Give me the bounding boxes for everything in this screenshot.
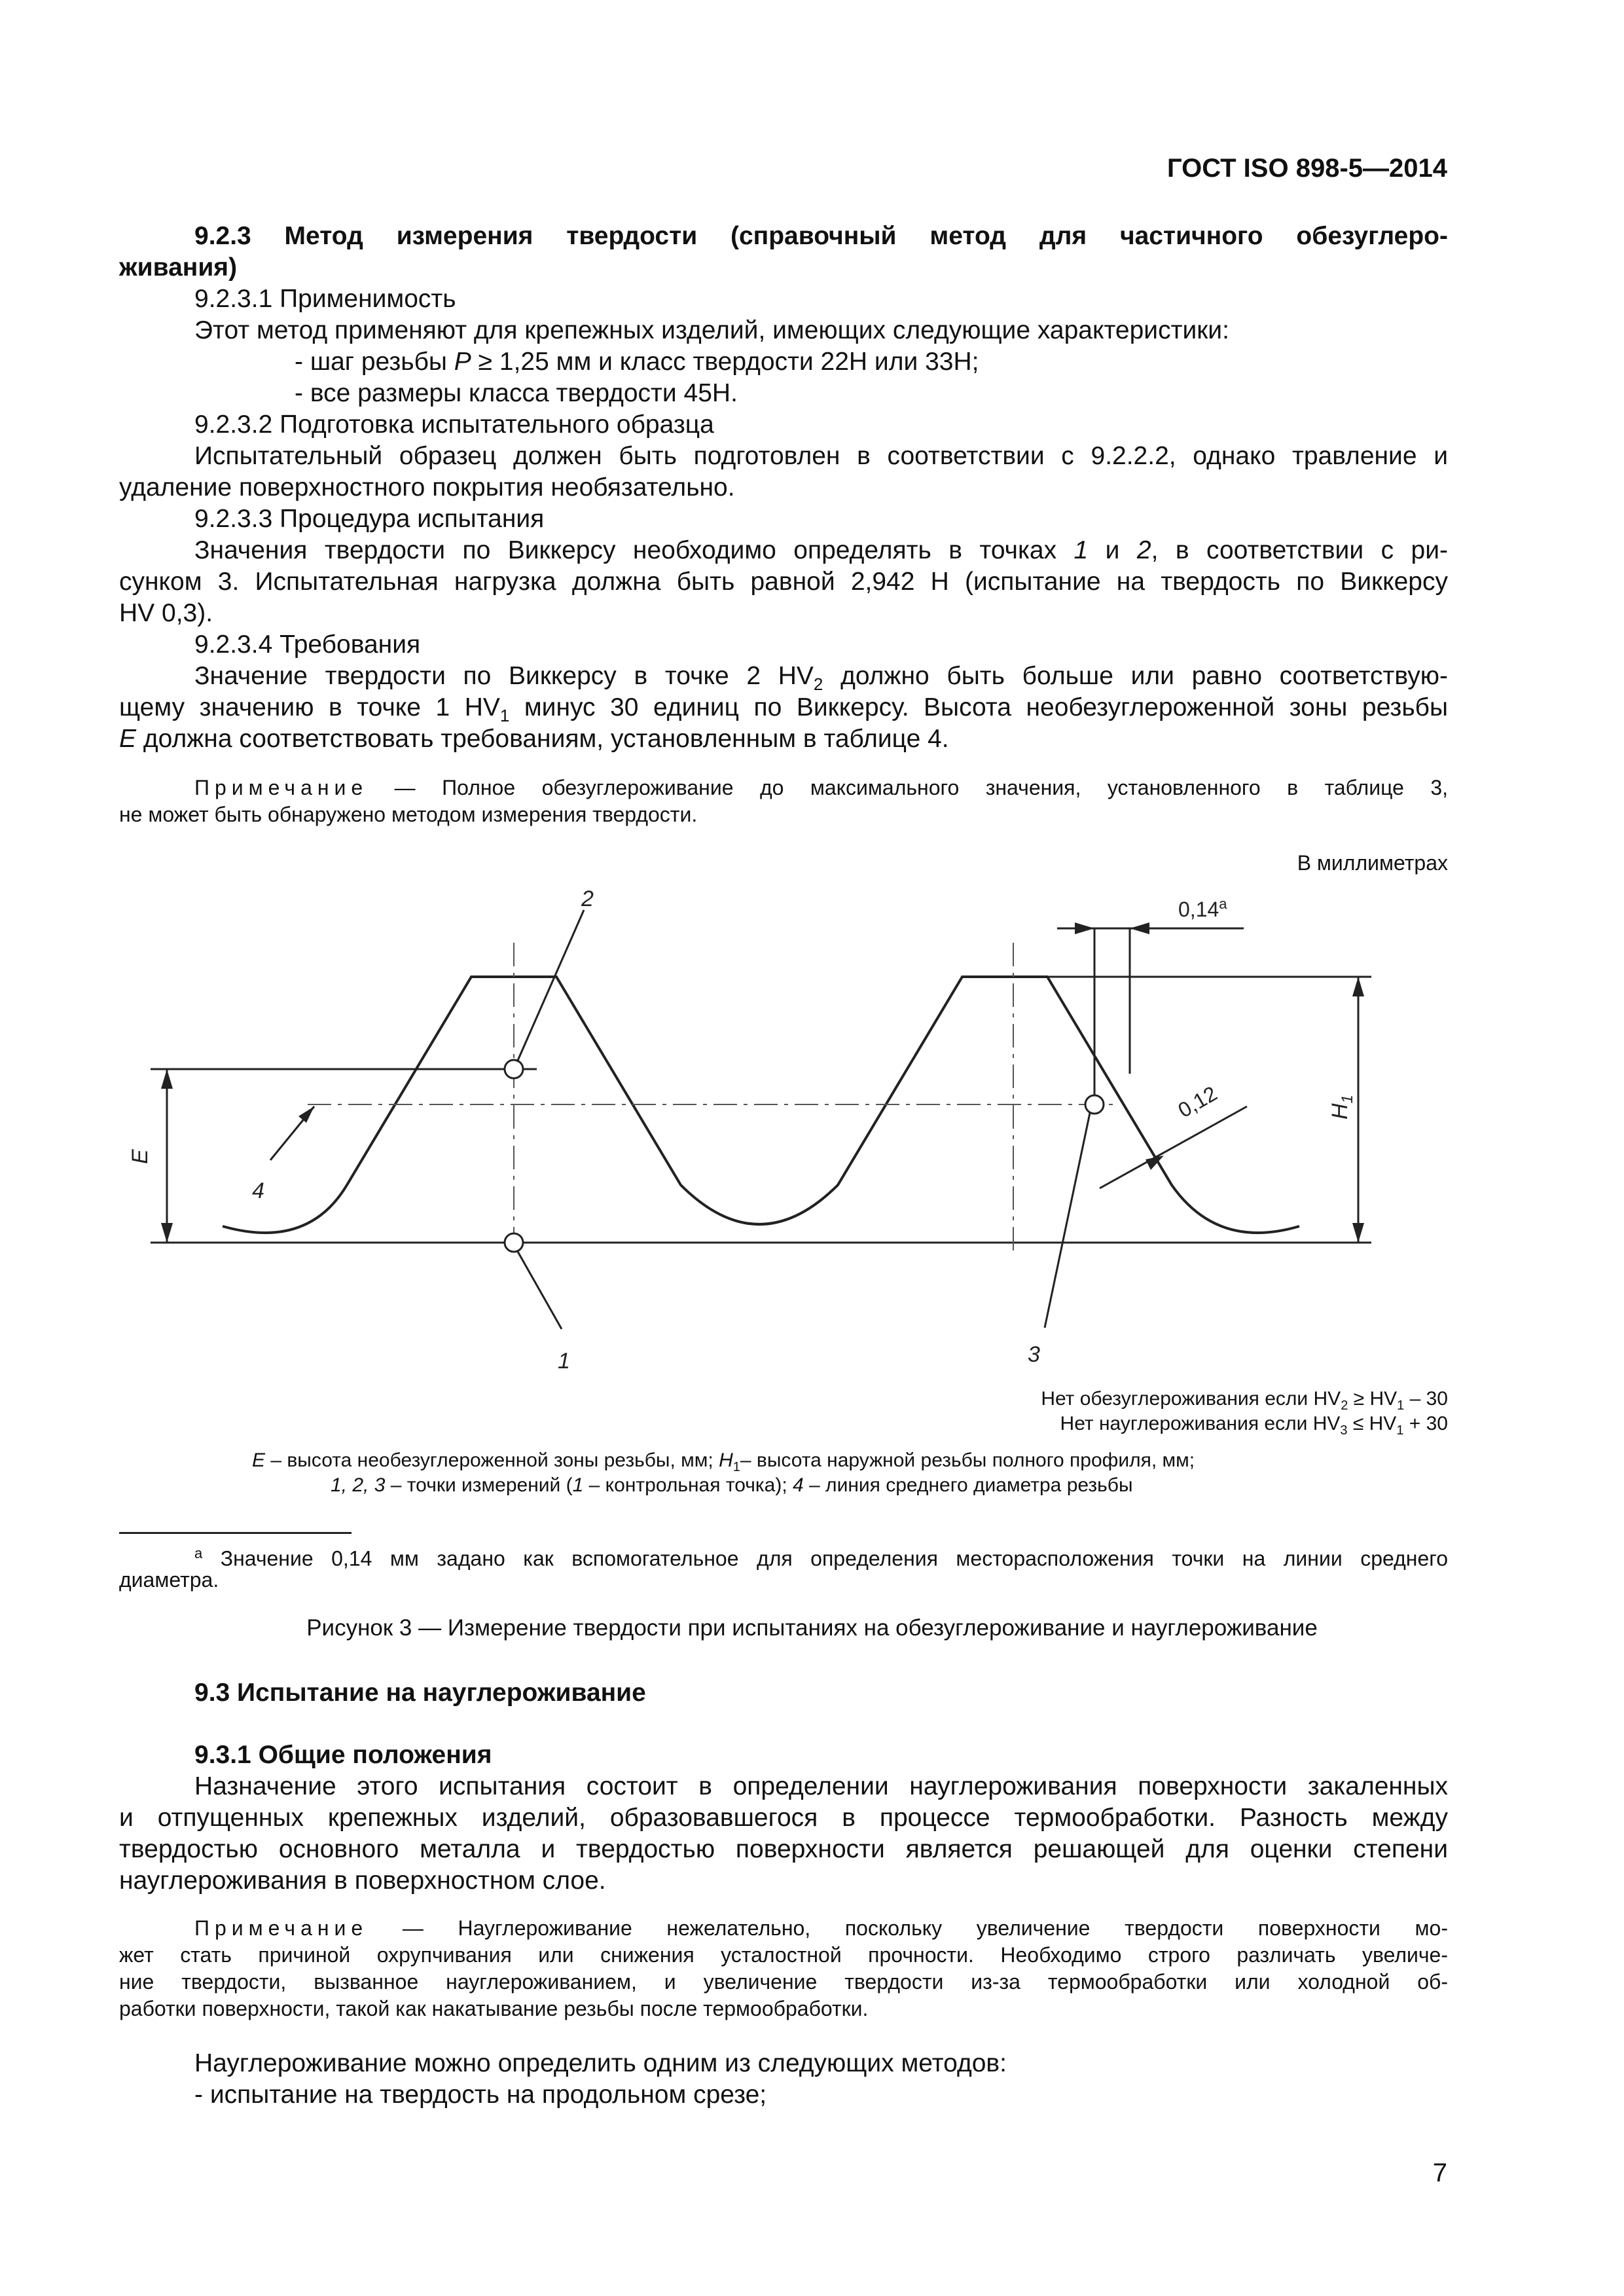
section-9-2-3-2-line2: удаление поверхностного покрытия необязательно. <box>119 473 735 501</box>
bullet-thread-pitch: - шаг резьбы P ≥ 1,25 мм и класс твердости 22H или 33H; <box>295 348 979 376</box>
measurement-point-3 <box>1085 1095 1104 1114</box>
section-9-2-3-4-line3: E должна соответствовать требованиям, установленным в таблице 4. <box>119 725 949 753</box>
section-9-2-3-2-title: 9.2.3.2 Подготовка испытательного образца <box>194 410 714 439</box>
section-9-2-3-title-line2: живания) <box>119 253 238 282</box>
section-9-2-3-1-title: 9.2.3.1 Применимость <box>194 285 456 313</box>
section-9-2-3-3-title: 9.2.3.3 Процедура испытания <box>194 505 545 533</box>
footnote-line1: $^a$ Значение 0,14 мм задано как вспомогательное для определения месторасположения точки на линии среднего <box>194 1545 1448 1571</box>
label-e: E <box>128 1149 153 1164</box>
section-9-3-1-line3: твердостью основного металла и твердостью поверхности является решающей для оценки степени <box>119 1835 1448 1863</box>
section-9-2-3-4-title: 9.2.3.4 Требования <box>194 630 421 659</box>
label-point-3: 3 <box>1028 1342 1040 1367</box>
method-longitudinal-section: - испытание на твердость на продольном срезе; <box>194 2081 767 2109</box>
note-carburization-line2: жет стать причиной охрупчивания или снижения усталостной прочности. Необходимо строго различать увеличе- <box>119 1943 1448 1967</box>
note-carburization-line4: работки поверхности, такой как накатывание резьбы после термообработки. <box>119 1997 869 2020</box>
measurement-point-1 <box>505 1233 523 1252</box>
section-9-2-3-3-line1: Значения твердости по Виккерсу необходимо определять в точках 1 и 2, в соответствии с ри- <box>194 536 1448 564</box>
label-dim-012: 0,12 <box>1174 1081 1221 1123</box>
condition-no-carburization: Нет науглероживания если $HV_3 \le HV_1 + 30$ <box>1060 1413 1448 1438</box>
measurement-point-2 <box>505 1060 523 1078</box>
section-9-2-3-3-line2: сунком 3. Испытательная нагрузка должна быть равной 2,942 H (испытание на твердость по Виккерсу <box>119 568 1448 596</box>
figure-units: В миллиметрах <box>1297 851 1448 875</box>
note-carburization-line1: Примечание — Науглероживание нежелательно, поскольку увеличение твердости поверхности мо- <box>194 1916 1448 1940</box>
methods-intro: Науглероживание можно определить одним из следующих методов: <box>194 2049 1007 2077</box>
figure-caption: Рисунок 3 — Измерение твердости при испытаниях на обезуглероживание и науглероживание <box>306 1615 1318 1641</box>
note-carburization-line3: ние твердости, вызванное науглероживанием, и увеличение твердости из-за термообработки или холодной об- <box>119 1970 1448 1994</box>
label-dim-014: 0,14$^a$ <box>1178 896 1227 921</box>
label-point-2: 2 <box>581 886 594 911</box>
condition-no-decarburization: Нет обезуглероживания если $HV_2 \ge HV_1 - 30$ <box>1041 1388 1448 1413</box>
section-9-2-3-3-line3: HV 0,3). <box>119 599 213 627</box>
footnote-divider <box>119 1532 352 1534</box>
section-9-2-3-4-line1: Значение твердости по Виккерсу в точке 2 $HV_2$ должно быть больше или равно соответствую- <box>194 662 1448 694</box>
section-9-3-1-line1: Назначение этого испытания состоит в определении науглероживания поверхности закаленных <box>194 1772 1448 1800</box>
section-9-2-3-1-text: Этот метод применяют для крепежных изделий, имеющих следующие характеристики: <box>194 316 1229 344</box>
page-number: 7 <box>1432 2159 1447 2187</box>
figure-legend-line1: E – высота необезуглероженной зоны резьбы, мм; $H_1-$ высота наружной резьбы полного профиля, мм; <box>252 1449 1195 1474</box>
section-9-2-3-2-line1: Испытательный образец должен быть подготовлен в соответствии с 9.2.2.2, однако травление и <box>194 442 1448 470</box>
bullet-hardness-class: - все размеры класса твердости 45H. <box>295 379 738 407</box>
section-9-3-1-line2: и отпущенных крепежных изделий, образовавшегося в процессе термообработки. Разность между <box>119 1804 1448 1832</box>
section-9-2-3-4-line2: щему значению в точке 1 $HV_1$ минус 30 единиц по Виккерсу. Высота необезуглероженной зоны резьбы <box>119 693 1449 725</box>
section-9-3-1-title: 9.3.1 Общие положения <box>194 1741 492 1769</box>
section-9-2-3-title-line1: 9.2.3 Метод измерения твердости (справочный метод для частичного обезуглеро- <box>194 222 1448 250</box>
section-9-3-1-line4: науглероживания в поверхностном слое. <box>119 1867 606 1895</box>
label-point-1: 1 <box>558 1349 570 1374</box>
footnote-line2: диаметра. <box>119 1568 219 1592</box>
thread-profile-figure <box>0 871 1624 1394</box>
document-id: ГОСТ ISO 898-5—2014 <box>1166 154 1447 183</box>
note-decarburization-line2: не может быть обнаружено методом измерения твердости. <box>119 803 698 826</box>
label-h1: $H_1$ <box>1327 1095 1356 1120</box>
section-9-3-title: 9.3 Испытание на науглероживание <box>194 1679 646 1707</box>
note-decarburization-line1: Примечание — Полное обезуглероживание до максимального значения, установленного в таблице 3, <box>194 776 1448 799</box>
label-point-4: 4 <box>252 1178 264 1203</box>
figure-legend-line2: 1, 2, 3 – точки измерений (1 – контрольная точка); 4 – линия среднего диаметра резьбы <box>331 1474 1133 1496</box>
dimension-012-line <box>1100 1106 1247 1188</box>
